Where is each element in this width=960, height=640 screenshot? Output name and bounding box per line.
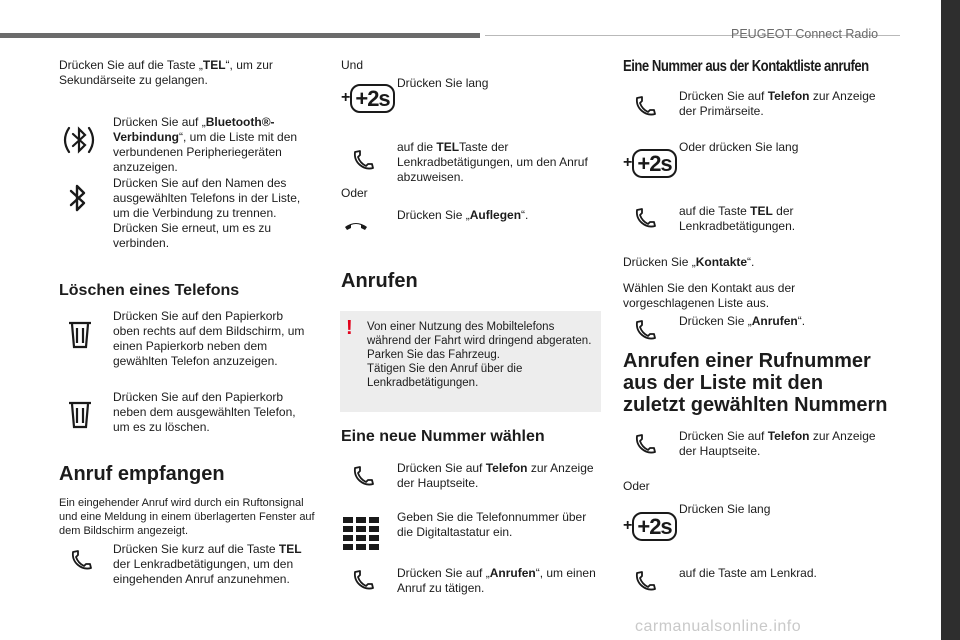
contacts-step-6: Drücken Sie „Anrufen“. <box>679 314 806 328</box>
new-number-heading: Eine neue Nummer wählen <box>341 428 545 445</box>
hold-2s-icon: + +2s <box>623 151 677 177</box>
recent-calls-heading: Anrufen einer Rufnummer aus der Liste mit den zuletzt gewählten Nummern <box>623 350 888 416</box>
delete-step-2: Drücken Sie auf den Papierkorb neben dem ausgewählten Telefon, um es zu löschen. <box>113 390 296 434</box>
long-press-text: Drücken Sie lang <box>397 76 489 90</box>
receive-call-text: Ein eingehender Anruf wird durch ein Ruftonsignal und eine Meldung in einem überlagerten Fenster auf dem Bildschirm angezeigt. <box>59 497 315 537</box>
new-number-step-2: Geben Sie die Telefonnummer über die Digitaltastatur ein. <box>397 510 587 539</box>
new-number-step-3: Drücken Sie auf „Anrufen“, um einen Anruf zu tätigen. <box>397 566 596 595</box>
page-marker <box>927 586 933 592</box>
receive-call-heading: Anruf empfangen <box>59 463 225 485</box>
phone-icon <box>633 316 659 342</box>
contacts-step-3: auf die Taste TEL der Lenkradbetätigungen. <box>679 204 796 233</box>
delete-step-1: Drücken Sie auf den Papierkorb oben rechts auf dem Bildschirm, um einen Papierkorb neben dem gewählten Telefon anzuzeigen. <box>113 309 305 368</box>
phone-icon <box>633 430 659 456</box>
answer-call-text: Drücken Sie kurz auf die Taste TEL der Lenkradbetätigungen, um den eingehenden Anruf anzunehmen. <box>113 542 302 586</box>
hangup-text: Drücken Sie „Auflegen“. <box>397 208 529 222</box>
phone-icon <box>633 92 659 118</box>
warning-box <box>340 311 601 412</box>
header-bar <box>0 33 480 38</box>
reject-call-text: auf die TELTaste der Lenkradbetätigungen, um den Anruf abzuweisen. <box>397 140 588 184</box>
intro-text: Drücken Sie auf die Taste „TEL“, um zur Sekundärseite zu gelangen. <box>59 58 273 87</box>
phone-icon <box>351 462 377 488</box>
recent-oder-text: Oder <box>623 479 650 493</box>
trash-icon <box>66 318 94 350</box>
phone-icon <box>351 566 377 592</box>
hangup-icon <box>343 218 369 232</box>
oder-text: Oder <box>341 186 368 200</box>
contacts-step-4: Drücken Sie „Kontakte“. <box>623 255 755 269</box>
header-title: PEUGEOT Connect Radio <box>731 27 879 41</box>
disconnect-text: Drücken Sie auf den Namen des ausgewählten Telefons in der Liste, um die Verbindung zu trennen. Drücken Sie erneut, um es zu verbinden. <box>113 176 301 250</box>
trash-icon <box>66 398 94 430</box>
call-heading: Anrufen <box>341 270 418 292</box>
keypad-icon <box>343 517 379 550</box>
recent-step-3: auf die Taste am Lenkrad. <box>679 566 817 580</box>
phone-icon <box>633 204 659 230</box>
side-tab <box>941 0 960 640</box>
hold-2s-icon: + +2s <box>341 86 395 112</box>
watermark: carmanualsonline.info <box>635 618 802 635</box>
recent-step-2: Drücken Sie lang <box>679 502 771 516</box>
new-number-step-1: Drücken Sie auf Telefon zur Anzeige der Hauptseite. <box>397 461 594 490</box>
delete-phone-heading: Löschen eines Telefons <box>59 282 240 299</box>
page-number: 15 <box>924 604 940 620</box>
bluetooth-icon <box>66 182 90 214</box>
contacts-step-2: Oder drücken Sie lang <box>679 140 799 154</box>
warning-icon: ! <box>346 317 353 339</box>
warning-text: Von einer Nutzung des Mobiltelefons während der Fahrt wird dringend abgeraten. Parken Sie das Fahrzeug. Tätigen Sie den Anruf über die Lenkradbetätigungen. <box>367 321 592 389</box>
contacts-step-1: Drücken Sie auf Telefon zur Anzeige der Primärseite. <box>679 89 876 118</box>
bluetooth-connection-text: Drücken Sie auf „Bluetooth®-Verbindung“, um die Liste mit den verbundenen Peripheriegeräten anzuzeigen. <box>113 115 298 174</box>
phone-icon <box>351 146 377 172</box>
und-text: Und <box>341 58 364 72</box>
contacts-heading: Eine Nummer aus der Kontaktliste anrufen <box>623 58 869 75</box>
phone-icon <box>69 546 95 572</box>
bluetooth-connect-icon <box>59 120 99 160</box>
phone-icon <box>633 567 659 593</box>
recent-step-1: Drücken Sie auf Telefon zur Anzeige der Hauptseite. <box>679 429 876 458</box>
contacts-step-5: Wählen Sie den Kontakt aus der vorgeschlagenen Liste aus. <box>623 281 796 310</box>
hold-2s-icon: + +2s <box>623 514 677 540</box>
